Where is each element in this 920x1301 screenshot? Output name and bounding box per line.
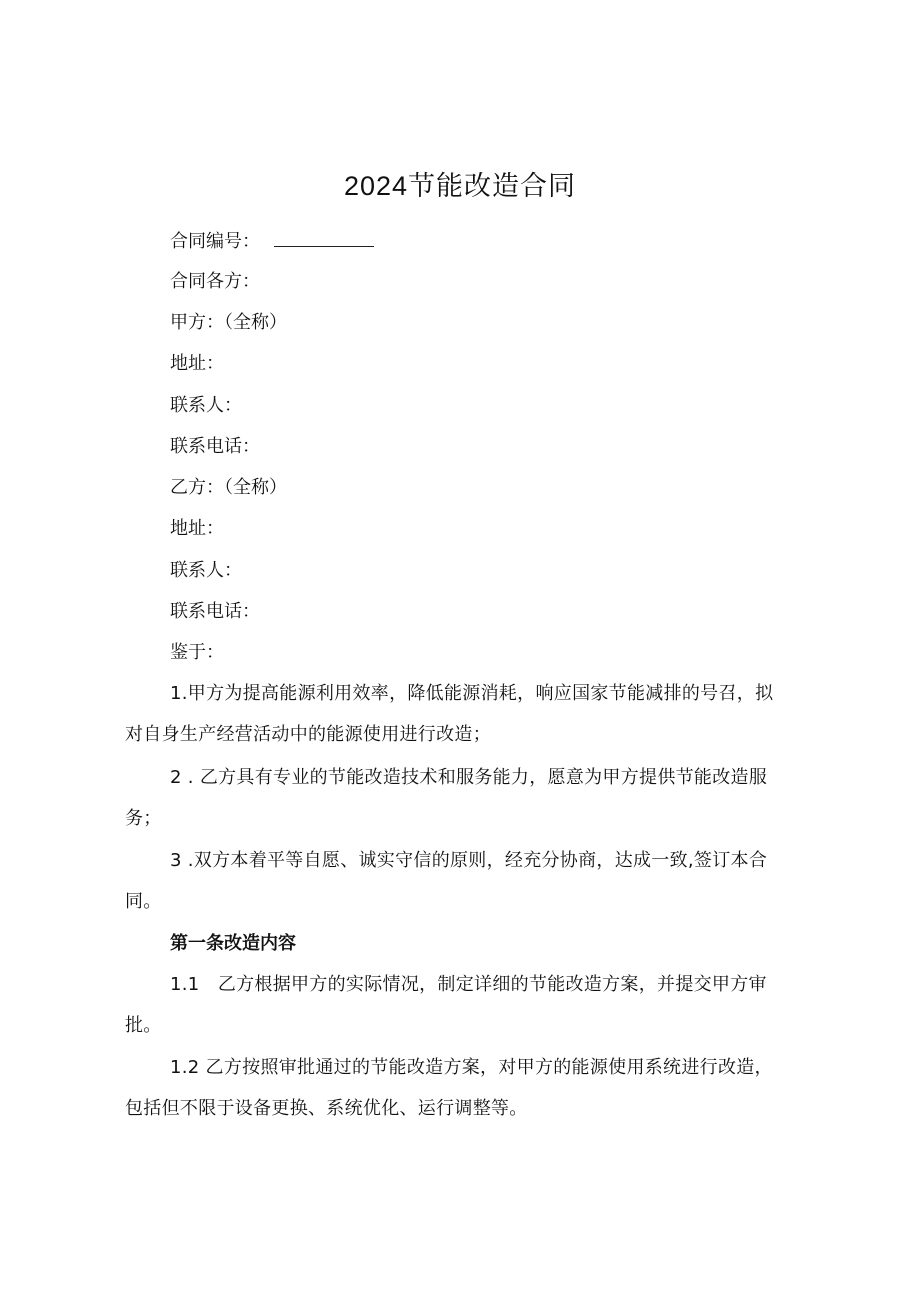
party-a-phone: 联系电话： [170,436,260,457]
contract-number-field [170,228,374,254]
recital-3: 3 .双方本着平等自愿、诚实守信的原则，经充分协商，达成一致,签订本合同。 [125,850,768,912]
whereas-label: 鉴于： [170,642,224,663]
article-1-item-2: 1.2 乙方按照审批通过的节能改造方案，对甲方的能源使用系统进行改造，包括但不限于设备更换、系统优化、运行调整等。 [125,1057,773,1119]
article-1-heading: 第一条改造内容 [170,933,296,954]
party-b-phone: 联系电话： [170,601,260,622]
recital-1: 1.甲方为提高能源利用效率，降低能源消耗，响应国家节能减排的号召，拟对自身生产经营活动中的能源使用进行改造； [125,683,774,745]
contract-number-blank[interactable] [274,228,374,247]
party-a-name: 甲方：（全称） [170,312,287,333]
document-title: 2024节能改造合同 [343,171,577,201]
recital-2: 2 . 乙方具有专业的节能改造技术和服务能力，愿意为甲方提供节能改造服务； [125,767,768,829]
party-a-address: 地址： [170,353,224,374]
party-b-address: 地址： [170,518,224,539]
parties-label: 合同各方： [170,271,260,292]
party-a-contact: 联系人： [170,395,242,416]
party-b-name: 乙方：（全称） [170,477,287,498]
article-1-item-1: 1.1 乙方根据甲方的实际情况，制定详细的节能改造方案，并提交甲方审批。 [125,974,767,1036]
party-b-contact: 联系人： [170,560,242,581]
contract-number-label: 合同编号： [170,231,260,252]
